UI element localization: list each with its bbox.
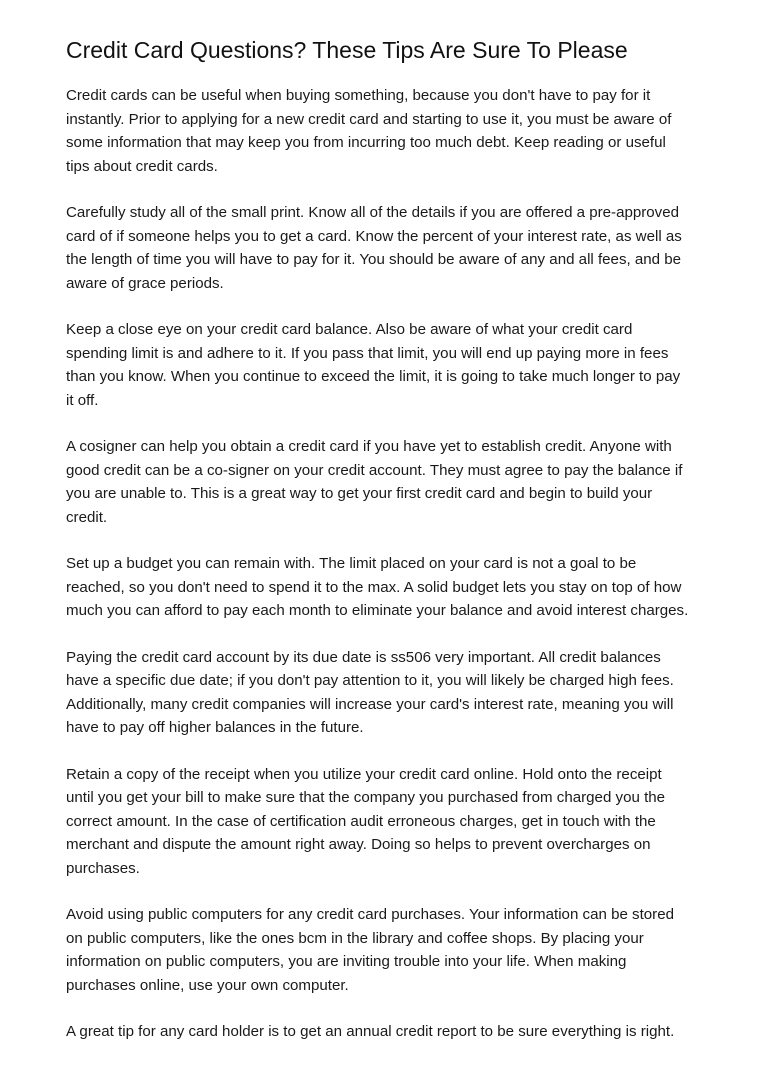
paragraph-line: correct amount. In the case of certification audit erroneous charges, get in touch with the <box>66 812 656 830</box>
paragraph-line: credit. <box>66 508 108 526</box>
paragraph-line: card of if someone helps you to get a card. Know the percent of your interest rate, as well as <box>66 227 682 245</box>
paragraph-line: purchases online, use your own computer. <box>66 976 349 994</box>
paragraph-line: have a specific due date; if you don't pay attention to it, you will likely be charged high fees. <box>66 672 674 689</box>
paragraph-3 <box>66 318 716 412</box>
paragraph-line: you are unable to. This is a great way to get your first credit card and begin to build your <box>66 485 653 502</box>
paragraph-line: some information that may keep you from incurring too much debt. Keep reading or useful <box>66 134 666 151</box>
paragraph-4 <box>66 435 716 529</box>
paragraph-6 <box>66 646 716 740</box>
paragraph-line: on public computers, like the ones bcm in the library and coffee shops. By placing your <box>66 929 644 947</box>
paragraph-line: Set up a budget you can remain with. The limit placed on your card is not a goal to be <box>66 555 637 572</box>
paragraph-line: until you get your bill to make sure that the company you purchased from charged you the <box>66 789 666 806</box>
document-title: Credit Card Questions? These Tips Are Sure To Please <box>66 37 628 63</box>
paragraph-line: Keep a close eye on your credit card balance. Also be aware of what your credit card <box>66 321 633 338</box>
paragraph-8 <box>66 903 716 997</box>
paragraph-5 <box>66 552 716 623</box>
paragraph-line: have to pay off higher balances in the future. <box>66 719 364 736</box>
paragraph-1 <box>66 84 716 178</box>
paragraph-line: reached, so you don't need to spend it to the max. A solid budget lets you stay on top of how <box>66 578 682 596</box>
paragraph-line: good credit can be a co-signer on your credit account. They must agree to pay the balance if <box>66 461 683 479</box>
paragraph-line: Paying the credit card account by its due date is ss506 very important. All credit balances <box>66 648 661 666</box>
paragraph-line: Additionally, many credit companies will increase your card's interest rate, meaning you will <box>66 695 674 713</box>
document-body <box>66 84 716 1067</box>
paragraph-line: aware of grace periods. <box>66 274 224 292</box>
paragraph-line: Retain a copy of the receipt when you utilize your credit card online. Hold onto the receipt <box>66 765 662 783</box>
paragraph-line: than you know. When you continue to exceed the limit, it is going to take much longer to pay <box>66 368 681 385</box>
paragraph-line: it off. <box>66 391 99 409</box>
paragraph-line: the length of time you will have to pay for it. You should be aware of any and all fees, and be <box>66 251 682 268</box>
paragraph-line: Credit cards can be useful when buying something, because you don't have to pay for it <box>66 87 651 104</box>
paragraph-line: much you can afford to pay each month to eliminate your balance and avoid interest charges. <box>66 602 689 619</box>
paragraph-line: purchases. <box>66 859 140 877</box>
paragraph-2 <box>66 201 716 295</box>
paragraph-7 <box>66 763 716 881</box>
paragraph-line: A cosigner can help you obtain a credit card if you have yet to establish credit. Anyone with <box>66 438 672 455</box>
paragraph-line: instantly. Prior to applying for a new credit card and starting to use it, you must be aware of <box>66 110 672 128</box>
paragraph-line: information on public computers, you are inviting trouble into your life. When making <box>66 953 627 970</box>
paragraph-line: merchant and dispute the amount right away. Doing so helps to prevent overcharges on <box>66 836 651 853</box>
paragraph-line: Avoid using public computers for any credit card purchases. Your information can be stored <box>66 906 675 923</box>
paragraph-line: tips about credit cards. <box>66 157 218 175</box>
paragraph-line: Carefully study all of the small print. Know all of the details if you are offered a pre-approved <box>66 204 680 221</box>
paragraph-line: spending limit is and adhere to it. If you pass that limit, you will end up paying more in fees <box>66 344 669 362</box>
paragraph-9 <box>66 1020 716 1044</box>
paragraph-line: A great tip for any card holder is to get an annual credit report to be sure everything is right. <box>66 1023 675 1040</box>
